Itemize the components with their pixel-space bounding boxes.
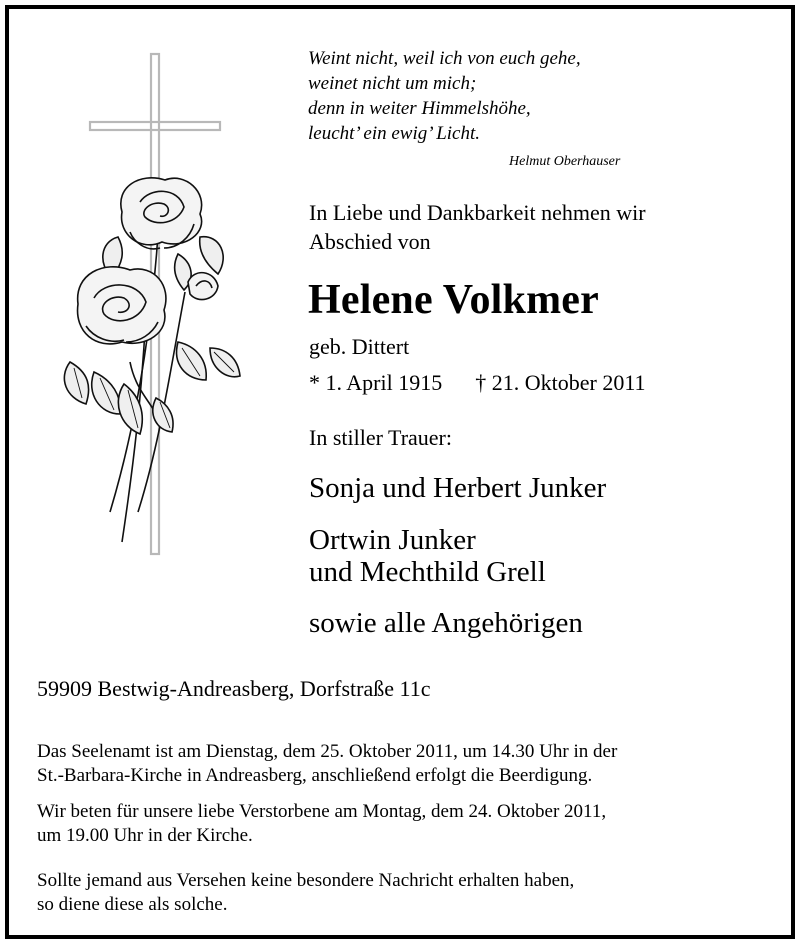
paragraph-line: St.-Barbara-Kirche in Andreasberg, anschließend erfolgt die Beerdigung.	[37, 765, 593, 786]
intro-text	[309, 198, 646, 256]
paragraph-line: Wir beten für unsere liebe Verstorbene am Montag, dem 24. Oktober 2011,	[37, 801, 607, 822]
mourner-group	[309, 472, 606, 504]
roses-icon	[64, 178, 240, 542]
mourner-line: sowie alle Angehörigen	[309, 607, 583, 639]
address: 59909 Bestwig-Andreasberg, Dorfstraße 11c	[37, 676, 431, 701]
requiem-paragraph	[37, 740, 617, 788]
deceased-name: Helene Volkmer	[308, 277, 599, 323]
maiden-name: geb. Dittert	[309, 334, 410, 359]
poem-author: Helmut Oberhauser	[509, 154, 621, 169]
life-dates	[309, 370, 646, 396]
paragraph-line: Sollte jemand aus Versehen keine besondere Nachricht erhalten haben,	[37, 870, 575, 891]
paragraph-line: so diene diese als solche.	[37, 894, 228, 915]
mourner-line: Ortwin Junker	[309, 524, 476, 556]
mourner-group	[309, 524, 546, 588]
poem-line: leucht’ ein ewig’ Licht.	[308, 123, 481, 144]
mourner-line: und Mechthild Grell	[309, 556, 546, 588]
intro-line: Abschied von	[309, 229, 431, 254]
mourner-line: Sonja und Herbert Junker	[309, 472, 607, 504]
prayer-paragraph	[37, 800, 606, 848]
notice-paragraph	[37, 869, 574, 917]
poem	[308, 46, 581, 146]
death-date: † 21. Oktober 2011	[475, 370, 646, 395]
mourner-group	[309, 607, 583, 639]
mourning-label: In stiller Trauer:	[309, 425, 452, 450]
cross-with-roses	[60, 42, 260, 572]
poem-line: Weint nicht, weil ich von euch gehe,	[308, 48, 581, 69]
paragraph-line: Das Seelenamt ist am Dienstag, dem 25. Oktober 2011, um 14.30 Uhr in der	[37, 741, 618, 762]
paragraph-line: um 19.00 Uhr in der Kirche.	[37, 825, 253, 846]
intro-line: In Liebe und Dankbarkeit nehmen wir	[309, 200, 646, 225]
birth-date: * 1. April 1915	[309, 370, 443, 395]
poem-line: denn in weiter Himmelshöhe,	[308, 98, 531, 119]
poem-line: weinet nicht um mich;	[308, 73, 477, 94]
